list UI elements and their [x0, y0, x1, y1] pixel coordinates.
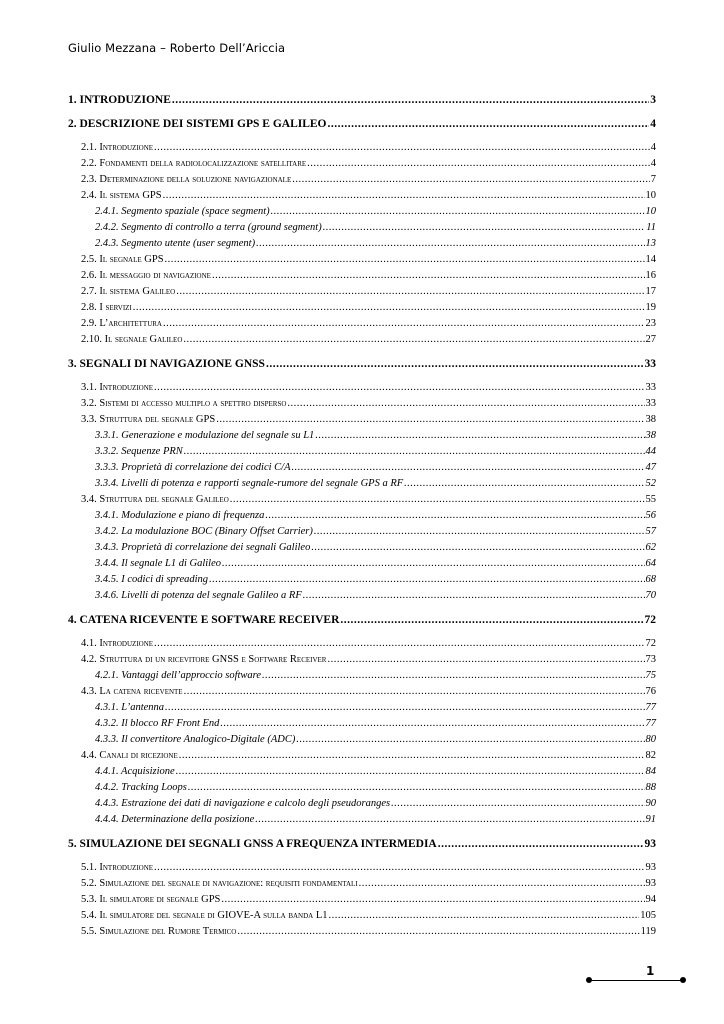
toc-section-entry[interactable] — [68, 254, 656, 265]
toc-dot-leader — [216, 414, 644, 425]
toc-section-entry[interactable] — [68, 334, 656, 345]
toc-subsection-entry[interactable] — [68, 718, 656, 729]
toc-entry-title: 3.4.1. Modulazione e piano di frequenza — [95, 510, 265, 521]
toc-entry-title: 1. INTRODUZIONE — [68, 94, 171, 106]
toc-subsection-entry[interactable] — [68, 766, 656, 777]
footer-dot-right — [680, 977, 686, 983]
toc-subsection-entry[interactable] — [68, 446, 656, 457]
toc-entry-title: 4.4.2. Tracking Loops — [95, 782, 187, 793]
toc-page-number: 93 — [645, 862, 656, 873]
toc-section-entry[interactable] — [68, 302, 656, 313]
toc-section-entry[interactable] — [68, 862, 656, 873]
toc-page-number: 70 — [645, 590, 656, 601]
toc-page-number: 73 — [645, 654, 656, 665]
toc-entry-title: 2.8. I servizi — [81, 302, 132, 313]
toc-section-entry[interactable] — [68, 894, 656, 905]
toc-page-number: 105 — [640, 910, 656, 921]
toc-subsection-entry[interactable] — [68, 734, 656, 745]
toc-subsection-entry[interactable] — [68, 238, 656, 249]
toc-entry-title: 3.3.2. Sequenze PRN — [95, 446, 183, 457]
toc-page-number: 38 — [645, 430, 656, 441]
toc-dot-leader — [391, 798, 644, 809]
toc-entry-title: 5.2. Simulazione del segnale di navigazione: requisiti fondamentali — [81, 878, 358, 889]
toc-subsection-entry[interactable] — [68, 542, 656, 553]
toc-entry-title: 2.10. Il segnale Galileo — [81, 334, 183, 345]
toc-dot-leader — [255, 814, 644, 825]
toc-entry-title: 4.4. Canali di ricezione — [81, 750, 178, 761]
toc-entry-title: 2.4. Il sistema GPS — [81, 190, 162, 201]
toc-subsection-entry[interactable] — [68, 510, 656, 521]
toc-entry-title: 5.3. Il simulatore di segnale GPS — [81, 894, 221, 905]
toc-page-number: 23 — [645, 318, 656, 329]
toc-subsection-entry[interactable] — [68, 702, 656, 713]
toc-entry-title: 4.3.3. Il convertitore Analogico-Digitale (ADC) — [95, 734, 296, 745]
toc-dot-leader — [230, 494, 645, 505]
toc-subsection-entry[interactable] — [68, 526, 656, 537]
toc-page-number: 33 — [644, 358, 656, 370]
toc-page-number: 90 — [645, 798, 656, 809]
toc-page-number: 33 — [645, 398, 656, 409]
toc-dot-leader — [303, 590, 645, 601]
toc-page-number: 52 — [645, 478, 656, 489]
toc-section-entry[interactable] — [68, 190, 656, 201]
toc-dot-leader — [292, 174, 650, 185]
toc-dot-leader — [221, 894, 644, 905]
toc-page-number: 64 — [645, 558, 656, 569]
toc-entry-title: 2.4.3. Segmento utente (user segment) — [95, 238, 256, 249]
toc-entry-title: 2.2. Fondamenti della radiolocalizzazione satellitare — [81, 158, 307, 169]
toc-page-number: 4 — [650, 142, 656, 153]
toc-dot-leader — [315, 430, 644, 441]
toc-dot-leader — [133, 302, 645, 313]
toc-section-entry[interactable] — [68, 286, 656, 297]
toc-subsection-entry[interactable] — [68, 430, 656, 441]
toc-page-number: 94 — [645, 894, 656, 905]
toc-entry-title: 3.4.3. Proprietà di correlazione dei segnali Galileo — [95, 542, 311, 553]
toc-dot-leader — [184, 446, 645, 457]
toc-page-number: 93 — [645, 878, 656, 889]
toc-subsection-entry[interactable] — [68, 814, 656, 825]
toc-entry-title: 2.4.1. Segmento spaziale (space segment) — [95, 206, 270, 217]
toc-section-entry[interactable] — [68, 414, 656, 425]
toc-entry-title: 2. DESCRIZIONE DEI SISTEMI GPS E GALILEO — [68, 118, 327, 130]
toc-dot-leader — [323, 222, 646, 233]
toc-entry-title: 3.4.2. La modulazione BOC (Binary Offset Carrier) — [95, 526, 313, 537]
toc-page-number: 57 — [645, 526, 656, 537]
toc-entry-title: 2.6. Il messaggio di navigazione — [81, 270, 211, 281]
toc-entry-title: 4. CATENA RICEVENTE E SOFTWARE RECEIVER — [68, 614, 340, 626]
toc-subsection-entry[interactable] — [68, 798, 656, 809]
toc-dot-leader — [266, 358, 644, 370]
toc-subsection-entry[interactable] — [68, 222, 656, 233]
toc-entry-title: 3.3.3. Proprietà di correlazione dei codici C/A — [95, 462, 291, 473]
toc-page-number: 77 — [645, 718, 656, 729]
toc-page-number: 119 — [640, 926, 656, 937]
toc-dot-leader — [176, 766, 645, 777]
toc-entry-title: 2.4.2. Segmento di controllo a terra (ground segment) — [95, 222, 322, 233]
toc-dot-leader — [154, 382, 644, 393]
toc-entry-title: 4.3.1. L’antenna — [95, 702, 165, 713]
toc-page-number: 44 — [645, 446, 656, 457]
running-header: Giulio Mezzana – Roberto Dell’Ariccia — [68, 41, 286, 55]
toc-chapter-entry[interactable] — [68, 118, 656, 130]
toc-page-number: 88 — [645, 782, 656, 793]
toc-page-number: 72 — [645, 638, 656, 649]
toc-section-entry[interactable] — [68, 686, 656, 697]
toc-dot-leader — [292, 462, 645, 473]
toc-dot-leader — [438, 838, 644, 850]
toc-page-number: 13 — [645, 238, 656, 249]
footer-rule — [589, 980, 683, 981]
toc-dot-leader — [340, 614, 643, 626]
toc-page-number: 55 — [645, 494, 656, 505]
toc-page-number: 82 — [645, 750, 656, 761]
toc-dot-leader — [271, 206, 645, 217]
toc-page-number: 33 — [645, 382, 656, 393]
toc-entry-title: 3.2. Sistemi di accesso multiplo a spettro disperso — [81, 398, 287, 409]
toc-dot-leader — [404, 478, 644, 489]
toc-dot-leader — [328, 118, 650, 130]
toc-entry-title: 5.5. Simulazione del Rumore Termico — [81, 926, 237, 937]
table-of-contents — [68, 0, 656, 1024]
toc-page-number: 14 — [645, 254, 656, 265]
toc-entry-title: 4.4.1. Acquisizione — [95, 766, 175, 777]
toc-entry-title: 3.4.5. I codici di spreading — [95, 574, 209, 585]
toc-dot-leader — [256, 238, 644, 249]
toc-entry-title: 4.1. Introduzione — [81, 638, 154, 649]
toc-dot-leader — [359, 878, 645, 889]
toc-section-entry[interactable] — [68, 926, 656, 937]
toc-page-number: 84 — [645, 766, 656, 777]
toc-page-number: 17 — [645, 286, 656, 297]
toc-section-entry[interactable] — [68, 158, 656, 169]
toc-page-number: 3 — [650, 94, 656, 106]
toc-subsection-entry[interactable] — [68, 782, 656, 793]
toc-dot-leader — [209, 574, 644, 585]
toc-entry-title: 4.3. La catena ricevente — [81, 686, 183, 697]
toc-entry-title: 3.3.1. Generazione e modulazione del segnale su L1 — [95, 430, 315, 441]
toc-entry-title: 3.4.6. Livelli di potenza del segnale Galileo a RF — [95, 590, 302, 601]
toc-dot-leader — [329, 910, 640, 921]
toc-entry-title: 5.4. Il simulatore del segnale di GIOVE-A sulla banda L1 — [81, 910, 328, 921]
toc-entry-title: 3.3.4. Livelli di potenza e rapporti segnale-rumore del segnale GPS a RF — [95, 478, 404, 489]
toc-section-entry[interactable] — [68, 270, 656, 281]
toc-entry-title: 4.4.4. Determinazione della posizione — [95, 814, 255, 825]
toc-page-number: 72 — [644, 614, 656, 626]
toc-entry-title: 5.1. Introduzione — [81, 862, 154, 873]
toc-entry-title: 4.3.2. Il blocco RF Front End — [95, 718, 220, 729]
toc-page-number: 91 — [645, 814, 656, 825]
toc-chapter-entry[interactable] — [68, 838, 656, 850]
toc-page-number: 19 — [645, 302, 656, 313]
toc-chapter-entry[interactable] — [68, 94, 656, 106]
toc-page-number: 16 — [645, 270, 656, 281]
toc-page-number: 7 — [650, 174, 656, 185]
page-number: 1 — [646, 964, 655, 978]
toc-section-entry[interactable] — [68, 382, 656, 393]
toc-subsection-entry[interactable] — [68, 590, 656, 601]
toc-dot-leader — [163, 318, 645, 329]
toc-page-number: 10 — [645, 206, 656, 217]
toc-entry-title: 2.3. Determinazione della soluzione navigazionale — [81, 174, 292, 185]
toc-entry-title: 3. SEGNALI DI NAVIGAZIONE GNSS — [68, 358, 265, 370]
toc-dot-leader — [188, 782, 645, 793]
toc-dot-leader — [154, 862, 644, 873]
toc-section-entry[interactable] — [68, 910, 656, 921]
toc-subsection-entry[interactable] — [68, 574, 656, 585]
toc-section-entry[interactable] — [68, 398, 656, 409]
toc-entry-title: 3.3. Struttura del segnale GPS — [81, 414, 216, 425]
toc-dot-leader — [311, 542, 644, 553]
toc-dot-leader — [176, 286, 644, 297]
toc-page-number: 93 — [644, 838, 656, 850]
toc-page-number: 38 — [645, 414, 656, 425]
toc-page-number: 11 — [646, 222, 656, 233]
toc-page-number: 62 — [645, 542, 656, 553]
toc-page-number: 10 — [645, 190, 656, 201]
toc-subsection-entry[interactable] — [68, 462, 656, 473]
toc-entry-title: 3.4. Struttura del segnale Galileo — [81, 494, 229, 505]
toc-entry-title: 3.1. Introduzione — [81, 382, 154, 393]
toc-page-number: 47 — [645, 462, 656, 473]
toc-dot-leader — [184, 686, 645, 697]
toc-subsection-entry[interactable] — [68, 478, 656, 489]
toc-dot-leader — [287, 398, 644, 409]
toc-entry-title: 2.5. Il segnale GPS — [81, 254, 164, 265]
toc-page-number: 56 — [645, 510, 656, 521]
toc-page-number: 68 — [645, 574, 656, 585]
toc-entry-title: 2.1. Introduzione — [81, 142, 154, 153]
toc-dot-leader — [212, 270, 645, 281]
toc-entry-title: 5. SIMULAZIONE DEI SEGNALI GNSS A FREQUENZA INTERMEDIA — [68, 838, 437, 850]
toc-page-number: 76 — [645, 686, 656, 697]
toc-dot-leader — [222, 558, 645, 569]
toc-dot-leader — [327, 654, 644, 665]
toc-dot-leader — [307, 158, 650, 169]
toc-subsection-entry[interactable] — [68, 558, 656, 569]
toc-chapter-entry[interactable] — [68, 614, 656, 626]
toc-dot-leader — [154, 638, 644, 649]
toc-dot-leader — [220, 718, 644, 729]
toc-page-number: 27 — [645, 334, 656, 345]
toc-dot-leader — [179, 750, 645, 761]
toc-section-entry[interactable] — [68, 878, 656, 889]
toc-section-entry[interactable] — [68, 318, 656, 329]
toc-dot-leader — [163, 190, 645, 201]
toc-section-entry[interactable] — [68, 142, 656, 153]
toc-dot-leader — [262, 670, 644, 681]
toc-page-number: 4 — [650, 118, 656, 130]
toc-dot-leader — [265, 510, 644, 521]
toc-section-entry[interactable] — [68, 638, 656, 649]
toc-page-number: 4 — [650, 158, 656, 169]
toc-dot-leader — [314, 526, 645, 537]
toc-section-entry[interactable] — [68, 654, 656, 665]
toc-section-entry[interactable] — [68, 750, 656, 761]
toc-dot-leader — [183, 334, 644, 345]
toc-dot-leader — [165, 702, 644, 713]
toc-entry-title: 4.2. Struttura di un ricevitore GNSS e Software Receiver — [81, 654, 327, 665]
toc-chapter-entry[interactable] — [68, 358, 656, 370]
toc-entry-title: 4.4.3. Estrazione dei dati di navigazione e calcolo degli pseudoranges — [95, 798, 391, 809]
toc-section-entry[interactable] — [68, 174, 656, 185]
toc-entry-title: 4.2.1. Vantaggi dell’approccio software — [95, 670, 262, 681]
toc-page-number: 75 — [645, 670, 656, 681]
toc-page-number: 77 — [645, 702, 656, 713]
toc-dot-leader — [172, 94, 649, 106]
toc-subsection-entry[interactable] — [68, 206, 656, 217]
toc-dot-leader — [165, 254, 645, 265]
toc-subsection-entry[interactable] — [68, 670, 656, 681]
toc-dot-leader — [237, 926, 639, 937]
toc-entry-title: 2.7. Il sistema Galileo — [81, 286, 176, 297]
toc-entry-title: 3.4.4. Il segnale L1 di Galileo — [95, 558, 221, 569]
toc-entry-title: 2.9. L’architettura — [81, 318, 162, 329]
toc-section-entry[interactable] — [68, 494, 656, 505]
toc-page-number: 80 — [645, 734, 656, 745]
toc-dot-leader — [154, 142, 650, 153]
toc-dot-leader — [296, 734, 644, 745]
